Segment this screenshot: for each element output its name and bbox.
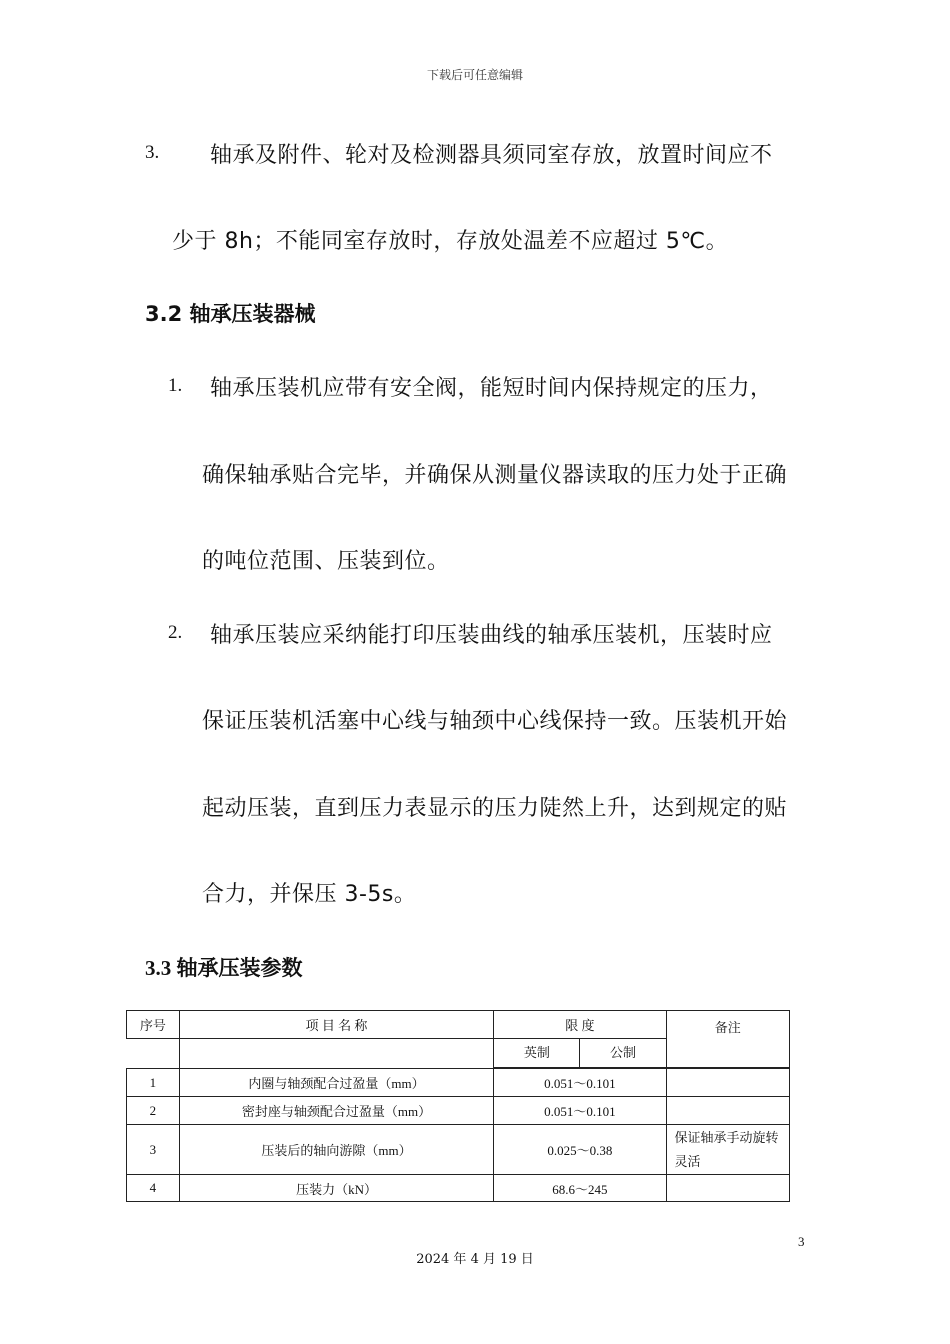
page-number: 3: [798, 1234, 805, 1249]
header-remark: 备注: [666, 1011, 789, 1068]
row-name: 内圈与轴颈配合过盈量（mm）: [179, 1069, 494, 1097]
table-row: [127, 1097, 790, 1125]
list-item-2-line-2: 保证压装机活塞中心线与轴颈中心线保持一致。压装机开始: [202, 709, 788, 734]
row-index: 2: [127, 1097, 180, 1125]
table-row: [127, 1175, 790, 1202]
item-3-line-2: 少于 8h；不能同室存放时，存放处温差不应超过 5℃。: [172, 229, 729, 254]
row-index: 4: [127, 1175, 180, 1202]
footer-date: 2024 年 4 月 19 日: [416, 1252, 534, 1267]
list-item-2-line-1: 轴承压装应采纳能打印压装曲线的轴承压装机，压装时应: [210, 623, 773, 648]
table-row: [127, 1069, 790, 1097]
list-item-2-line-4: 合力，并保压 3-5s。: [202, 882, 417, 907]
row-remark: [666, 1175, 789, 1202]
row-value: 0.051～0.101: [494, 1097, 666, 1125]
section-3-3-title: 3.3 轴承压装参数: [145, 956, 303, 980]
row-name: 密封座与轴颈配合过盈量（mm）: [179, 1097, 494, 1125]
header-name-sub: [179, 1039, 493, 1068]
list-item-1-line-2: 确保轴承贴合完毕，并确保从测量仪器读取的压力处于正确: [202, 463, 788, 488]
page-header: 下载后可任意编辑: [426, 68, 523, 82]
row-index: 3: [127, 1125, 180, 1175]
list-item-2-line-3: 起动压装，直到压力表显示的压力陡然上升，达到规定的贴: [202, 796, 788, 821]
header-metric: 公制: [609, 1045, 636, 1060]
row-name: 压装力（kN）: [179, 1175, 494, 1202]
row-index: 1: [127, 1069, 180, 1097]
params-table: [126, 1068, 790, 1202]
header-limit: 限 度: [494, 1011, 666, 1039]
row-remark: [666, 1097, 789, 1125]
item-3-line-1: 轴承及附件、轮对及检测器具须同室存放，放置时间应不: [210, 143, 773, 168]
header-name: 项 目 名 称: [179, 1011, 493, 1039]
row-remark: 保证轴承手动旋转灵活: [666, 1125, 789, 1175]
row-value: 0.051～0.101: [494, 1069, 666, 1097]
list-item-1-number: 1.: [168, 375, 183, 396]
list-item-1-line-3: 的吨位范围、压装到位。: [202, 549, 450, 574]
item-3-number: 3.: [145, 142, 160, 163]
header-limit-sub: [494, 1039, 666, 1068]
header-imperial: 英制: [494, 1039, 580, 1067]
params-table-header: [126, 1010, 790, 1068]
list-item-2-number: 2.: [168, 622, 183, 643]
header-index: 序号: [127, 1011, 180, 1039]
section-3-2-title: 3.2 轴承压装器械: [145, 302, 316, 326]
table-row: [127, 1125, 790, 1175]
row-value: 68.6～245: [494, 1175, 666, 1202]
row-remark: [666, 1069, 789, 1097]
row-value: 0.025～0.38: [494, 1125, 666, 1175]
list-item-1-line-1: 轴承压装机应带有安全阀，能短时间内保持规定的压力，: [210, 376, 773, 401]
row-name: 压装后的轴向游隙（mm）: [179, 1125, 494, 1175]
header-index-sub: [127, 1039, 180, 1068]
